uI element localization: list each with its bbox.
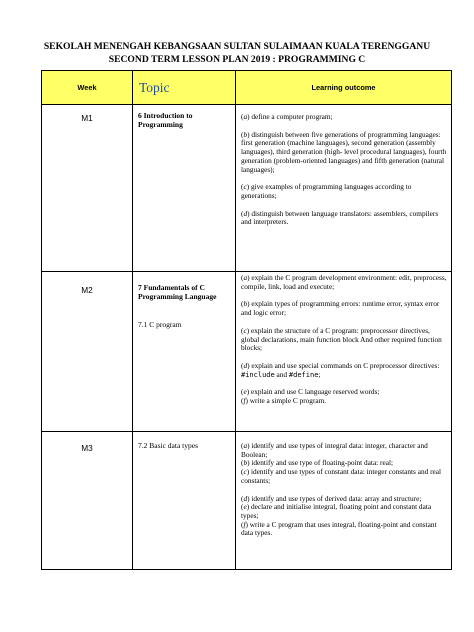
outcome-cell bbox=[236, 105, 452, 272]
outcome-item: (c) identify and use types of constant data: integer constants and real constants; bbox=[241, 467, 442, 485]
outcome-item: (b) identify and use type of floating-point data: real; bbox=[241, 458, 393, 468]
outcome-cell bbox=[236, 272, 452, 432]
outcome-item: (b) distinguish between five generations of programming languages: first generation (machine languages), second generation (assembly languages), third generation (high- level procedural languages), fourth generation (problem-oriented languages) and fifth generation (natural languages); bbox=[241, 129, 447, 174]
subtopic-title: 7.1 C program bbox=[138, 320, 182, 330]
week-cell: M3 bbox=[42, 432, 133, 570]
week-cell: M2 bbox=[42, 272, 133, 432]
outcome-item: (f) write a C program that uses integral, floating-point and constant data types. bbox=[241, 519, 437, 538]
lesson-plan-heading: SECOND TERM LESSON PLAN 2019 : PROGRAMMING C bbox=[108, 54, 366, 65]
outcome-item: (b) explain types of programming errors: runtime error, syntax error and logic error; bbox=[241, 299, 440, 318]
table-header-row bbox=[42, 71, 452, 105]
school-name-heading: SEKOLAH MENENGAH KEBANGSAAN SULTAN SULAIMAAN KUALA TERENGGANU bbox=[43, 41, 431, 52]
lesson-plan-table bbox=[41, 70, 452, 570]
topic-title: 7.2 Basic data types bbox=[138, 441, 198, 450]
outcome-item: (c) explain the structure of a C program: preprocessor directives, global declarations, main function block And other required function blocks; bbox=[241, 325, 442, 353]
outcome-cell bbox=[236, 432, 452, 570]
outcome-item: (d) explain and use special commands on C preprocessor directives: #include and #define; bbox=[241, 360, 440, 379]
outcome-item: (f) write a simple C program. bbox=[241, 396, 327, 406]
outcome-item: (d) distinguish between language translators: assemblers, compilers and interpreters. bbox=[241, 208, 439, 227]
topic-title: 6 Introduction to Programming bbox=[138, 111, 193, 129]
table-row bbox=[42, 432, 452, 570]
outcome-item: (a) define a computer program; bbox=[241, 112, 333, 121]
topic-cell bbox=[133, 432, 236, 570]
outcome-item: (e) declare and initialise integral, floating point and constant data types; bbox=[241, 502, 432, 520]
outcome-item: (d) identify and use types of derived data: array and structure; bbox=[241, 493, 422, 503]
outcome-item: (c) give examples of programming languages according to generations; bbox=[241, 182, 412, 200]
outcome-item: (a) explain the C program development environment: edit, preprocess, compile, link, load and execute; bbox=[241, 273, 447, 291]
column-header-week: Week bbox=[42, 71, 133, 105]
topic-title: 7 Fundamentals of C Programming Language bbox=[138, 283, 217, 301]
week-cell: M1 bbox=[42, 105, 133, 272]
column-header-topic: Topic bbox=[133, 71, 236, 105]
topic-cell bbox=[133, 105, 236, 272]
outcome-item: (e) explain and use C language reserved words; bbox=[241, 387, 380, 397]
topic-cell bbox=[133, 272, 236, 432]
outcome-item: (a) identify and use types of integral data: integer, character and Boolean; bbox=[241, 441, 428, 459]
table-row bbox=[42, 272, 452, 432]
column-header-learning-outcome: Learning outcome bbox=[236, 71, 452, 105]
table-row bbox=[42, 105, 452, 272]
